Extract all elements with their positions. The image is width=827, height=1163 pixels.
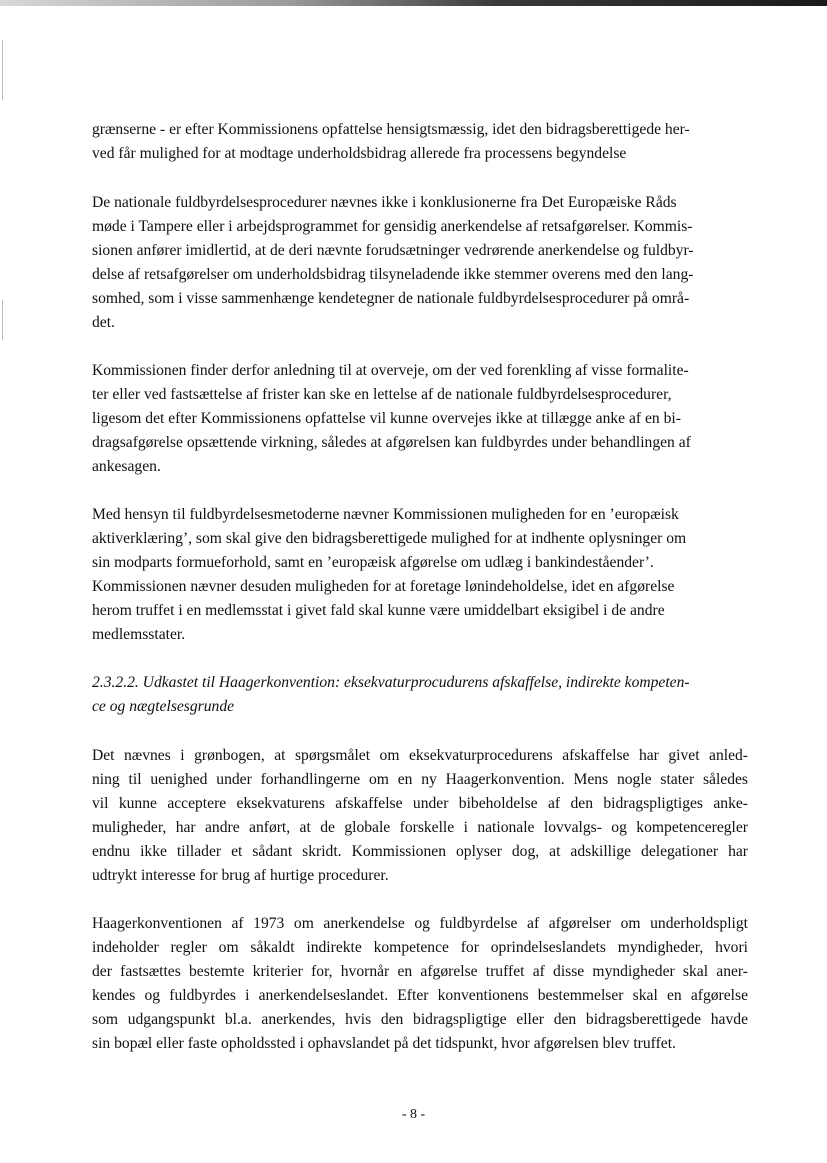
text-line: Kommissionen nævner desuden muligheden for at foretage lønindeholdelse, idet en afgørelse [92,578,675,595]
section-heading [92,671,748,719]
text-line: udtrykt interesse for brug af hurtige procedurer. [92,867,389,884]
scan-left-edge-mark [2,40,3,100]
text-line: Med hensyn til fuldbyrdelsesmetoderne nævner Kommissionen muligheden for en ’europæisk [92,506,679,523]
text-line: dragsafgørelse opsættende virkning, således at afgørelsen kan fuldbyrdes under behandlingen af [92,434,691,451]
heading-line: ce og nægtelsesgrunde [92,698,235,715]
document-body [92,118,748,1080]
text-line: herom truffet i en medlemsstat i givet fald skal kunne være umiddelbart eksigibel i de andre [92,602,665,619]
page-number: - 8 - [401,1107,426,1122]
text-line: ligesom det efter Kommissionens opfattelse vil kunne overvejes ikke at tillægge anke af en bi- [92,410,681,427]
text-line: indeholder regler om såkaldt indirekte kompetence for oprindelseslandets myndigheder, hvori [92,939,748,956]
text-line: det. [92,314,115,331]
text-line: Kommissionen finder derfor anledning til at overveje, om der ved forenkling af visse formalite- [92,362,689,379]
paragraph-6 [92,912,748,1056]
text-line: møde i Tampere eller i arbejdsprogrammet for gensidig anerkendelse af retsafgørelser. Kommis- [92,218,693,235]
text-line: ved får mulighed for at modtage underholdsbidrag allerede fra processens begyndelse [92,145,627,162]
text-line: ter eller ved fastsættelse af frister kan ske en lettelse af de nationale fuldbyrdelsesprocedurer, [92,386,672,403]
paragraph-5 [92,744,748,888]
heading-line: 2.3.2.2. Udkastet til Haagerkonvention: eksekvaturprocudurens afskaffelse, indirekte kompeten- [92,674,690,691]
paragraph-1 [92,118,748,166]
text-line: ankesagen. [92,458,161,475]
paragraph-3 [92,359,748,479]
text-line: vil kunne acceptere eksekvaturens afskaffelse under bibeholdelse af den bidragspligtiges anke- [92,795,748,812]
text-line: medlemsstater. [92,626,186,643]
text-line: somhed, som i visse sammenhænge kendetegner de nationale fuldbyrdelsesprocedurer på områ- [92,290,690,307]
text-line: som udgangspunkt bl.a. anerkendes, hvis den bidragspligtige eller den bidragsberettigede havde [92,1011,748,1028]
text-line: sionen anfører imidlertid, at de deri nævnte forudsætninger vedrørende anerkendelse og fuldbyr- [92,242,694,259]
text-line: delse af retsafgørelser om underholdsbidrag tilsyneladende ikke stemmer overens med den lang- [92,266,694,283]
text-line: endnu ikke tillader et sådant skridt. Kommissionen oplyser dog, at adskillige delegationer har [92,843,748,860]
scan-top-edge [0,0,827,6]
text-line: muligheder, har andre anført, at de globale forskelle i nationale lovvalgs- og kompetenceregler [92,819,748,836]
text-line: aktiverklæring’, som skal give den bidragsberettigede mulighed for at indhente oplysninger om [92,530,687,547]
text-line: De nationale fuldbyrdelsesprocedurer nævnes ikke i konklusionerne fra Det Europæiske Råds [92,194,677,211]
paragraph-4 [92,503,748,647]
paragraph-2 [92,191,748,335]
text-line: sin modparts formueforhold, samt en ’europæisk afgørelse om udlæg i bankindeståender’. [92,554,654,571]
text-line: sin bopæl eller faste opholdssted i ophavslandet på det tidspunkt, hvor afgørelsen blev truffet. [92,1035,676,1052]
text-line: der fastsættes bestemte kriterier for, hvornår en afgørelse truffet af disse myndigheder skal aner- [92,963,748,980]
text-line: Det nævnes i grønbogen, at spørgsmålet om eksekvaturprocedurens afskaffelse har givet anled- [92,747,748,764]
text-line: grænserne - er efter Kommissionens opfattelse hensigtsmæssig, idet den bidragsberettigede her- [92,121,690,138]
text-line: ning til uenighed under forhandlingerne om en ny Haagerkonvention. Mens nogle stater således [92,771,748,788]
scan-left-edge-mark [2,300,3,340]
text-line: Haagerkonventionen af 1973 om anerkendelse og fuldbyrdelse af afgørelser om underholdspligt [92,915,748,932]
text-line: kendes og fuldbyrdes i anerkendelseslandet. Efter konventionens bestemmelser skal en afgørelse [92,987,748,1004]
